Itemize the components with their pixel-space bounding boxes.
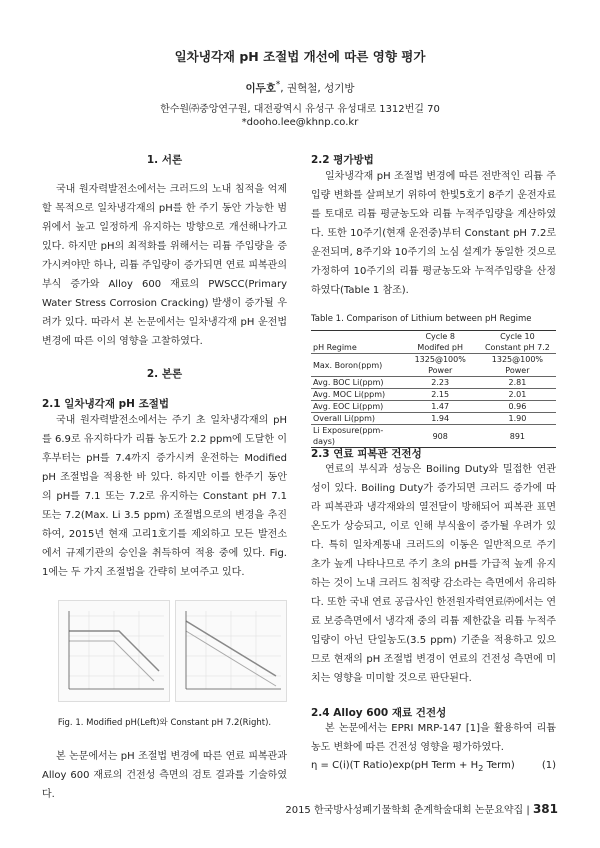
equation-number: (1) — [541, 760, 556, 771]
other-authors: , 권혁철, 성기방 — [280, 82, 355, 95]
table-cell: 1.94 — [402, 413, 479, 425]
table-cell: 2.23 — [402, 377, 479, 389]
table-row — [311, 389, 556, 401]
table-cell: 2.01 — [479, 389, 556, 401]
figure-1-left-chart — [58, 600, 170, 702]
table-cell: Avg. BOC Li(ppm) — [311, 377, 402, 389]
table-row — [311, 413, 556, 425]
figure-1-right-chart — [175, 600, 287, 702]
author-list — [0, 80, 600, 96]
section-2-2-text: 일차냉각재 pH 조절법 변경에 따른 전반적인 리튬 주입량 변화를 살펴보기 위하여 한빛5호기 8주기 운전자료를 토대로 리튬 평균농도와 리튬 누적주입량을 계산하였다. 또한 10주기(현재 운전중)부터 Constant pH 7.2로 운전되며, 8주기와 10주기의 노심 설계가 동일한 것으로 가정하여 10주기의 리튬 평균농도와 누적주입량을 산정하였다(Table 1 참조). — [311, 171, 556, 296]
page-number: 381 — [532, 802, 558, 816]
table-row — [311, 425, 556, 448]
intro-paragraph — [42, 180, 287, 351]
table-row — [311, 354, 556, 377]
section-2-4-text: 본 논문에서는 EPRI MRP-147 [1]을 활용하여 리튬농도 변화에 따른 건전성 영향을 평가하였다. — [311, 723, 556, 753]
body-heading: 2. 본론 — [146, 368, 183, 380]
table-cell: Avg. MOC Li(ppm) — [311, 389, 402, 401]
table-sub-header: Constant pH 7.2 — [479, 342, 556, 354]
table-cell: 2.15 — [402, 389, 479, 401]
section-2-2-paragraph — [311, 167, 556, 300]
table-cell: Avg. EOC Li(ppm) — [311, 401, 402, 413]
table-cell: Li Exposure(ppm-days) — [311, 425, 402, 448]
equation-1 — [311, 760, 556, 773]
intro-text: 국내 원자력발전소에서는 크러드의 노내 침적을 억제할 목적으로 일차냉각재의 pH를 한 주기 동안 가능한 범위에서 높고 일정하게 유지하는 방향으로 개선해나가고 있다. 하지만 pH의 최적화를 위해서는 리튬 주입량을 증가시켜야만 하나, 리튬 주입량이 증가되면 연료 피복관의 부식 증가와 Alloy 600 재료의 PWSCC(Primary Water Stress Corrosion Cracking) 발생이 증가될 우려가 있다. 따라서 본 논문에서는 일차냉각재 pH 운전법 변경에 따른 이의 영향을 고찰하였다. — [42, 184, 287, 347]
table-cell: 1325@100% Power — [402, 354, 479, 377]
table-col-header: Cycle 10 — [479, 331, 556, 343]
table-cell: Overall Li(ppm) — [311, 413, 402, 425]
table-cell: Max. Boron(ppm) — [311, 354, 402, 377]
table-col-header: Cycle 8 — [402, 331, 479, 343]
section-2-1-heading: 2.1 일차냉각재 pH 조절법 — [42, 398, 170, 410]
table-cell: 891 — [479, 425, 556, 448]
table-1-caption: Table 1. Comparison of Lithium between pH Regime — [311, 314, 532, 324]
figure-1-caption: Fig. 1. Modified pH(Left)와 Constant pH 7.2(Right). — [57, 718, 272, 728]
table-cell: 1.90 — [479, 413, 556, 425]
section-2-1-text: 국내 원자력발전소에서는 주기 초 일차냉각재의 pH를 6.9로 유지하다가 리튬 농도가 2.2 ppm에 도달한 이후부터는 pH를 7.4까지 증가시켜 운전하는 Modified pH 조절법을 적용한 바 있다. 하지만 이를 한주기 동안의 pH를 7.1 또는 7.2로 유지하는 Constant pH 7.1 또는 7.2(Max. Li 3.5 ppm) 조절법으로의 변경을 추진하여, 2015년 현재 고리1호기를 제외하고 모든 발전소에서 규제기관의 승인을 취득하여 적용 중에 있다. Fig. 1에는 두 가지 조절법을 간략히 보여주고 있다. — [42, 415, 287, 578]
footer-separator: | — [523, 805, 533, 816]
section-2-3-paragraph — [311, 460, 556, 688]
left-tail-paragraph — [42, 747, 287, 804]
equation-subscript: 2 — [478, 763, 484, 773]
corresponding-email: *dooho.lee@khnp.co.kr — [241, 117, 359, 128]
left-tail-text: 본 논문에서는 pH 조절법 변경에 따른 연료 피복관과 Alloy 600 재료의 건전성 측면의 검토 결과를 기술하였다. — [42, 751, 287, 800]
lithium-table — [311, 330, 556, 448]
table-corner — [311, 331, 402, 343]
equation-body: η = C(i)(T Ratio)exp(pH Term + H — [311, 760, 479, 771]
table-sub-header: Modifed pH — [402, 342, 479, 354]
intro-heading: 1. 서론 — [146, 154, 183, 166]
table-cell: 908 — [402, 425, 479, 448]
table-row — [311, 377, 556, 389]
first-author: 이두호 — [245, 82, 276, 95]
equation-tail: Term) — [483, 760, 515, 771]
table-sub-header: pH Regime — [311, 342, 402, 354]
section-2-4-heading: 2.4 Alloy 600 재료 건전성 — [311, 707, 447, 719]
table-cell: 2.81 — [479, 377, 556, 389]
section-2-3-text: 연료의 부식과 성능은 Boiling Duty와 밀접한 연관성이 있다. Boiling Duty가 증가되면 크러드 증가에 따라 피복관과 냉각재와의 열전달이 방해되어 피복관 표면 온도가 상승되고, 이로 인해 부식율이 증가될 우려가 있다. 특히 일차계통내 크러드의 이동은 일반적으로 주기 초가 높게 나타나므로 주기 초의 pH를 가급적 높게 유지하는 것이 노내 크러드 침적량 감소라는 측면에서 유리하다. 또한 국내 연료 공급사인 한전원자력연료㈜에서는 연료 보증측면에서 냉각재 중의 리튬 제한값을 리튬 누적주입량이 아닌 단일농도(3.5 ppm) 기준을 적용하고 있으므로 현재의 pH 조절법 변경이 연료의 건전성 측면에 미치는 영향을 미미할 것으로 판단된다. — [311, 464, 556, 684]
section-2-2-heading: 2.2 평가방법 — [311, 154, 374, 166]
table-cell: 1325@100% Power — [479, 354, 556, 377]
table-cell: 1.47 — [402, 401, 479, 413]
section-2-3-heading: 2.3 연료 피복관 건전성 — [311, 448, 422, 460]
section-2-4-paragraph — [311, 719, 556, 757]
paper-title: 일차냉각재 pH 조절법 개선에 따른 영향 평가 — [174, 49, 426, 64]
table-cell: 0.96 — [479, 401, 556, 413]
section-2-1-paragraph — [42, 411, 287, 582]
affiliation: 한수원㈜중앙연구원, 대전광역시 유성구 유성대로 1312번길 70 — [160, 104, 440, 115]
author-mark: * — [275, 80, 281, 90]
page-footer — [285, 801, 558, 816]
table-row — [311, 401, 556, 413]
footer-text: 2015 한국방사성폐기물학회 춘계학술대회 논문요약집 — [285, 805, 524, 816]
